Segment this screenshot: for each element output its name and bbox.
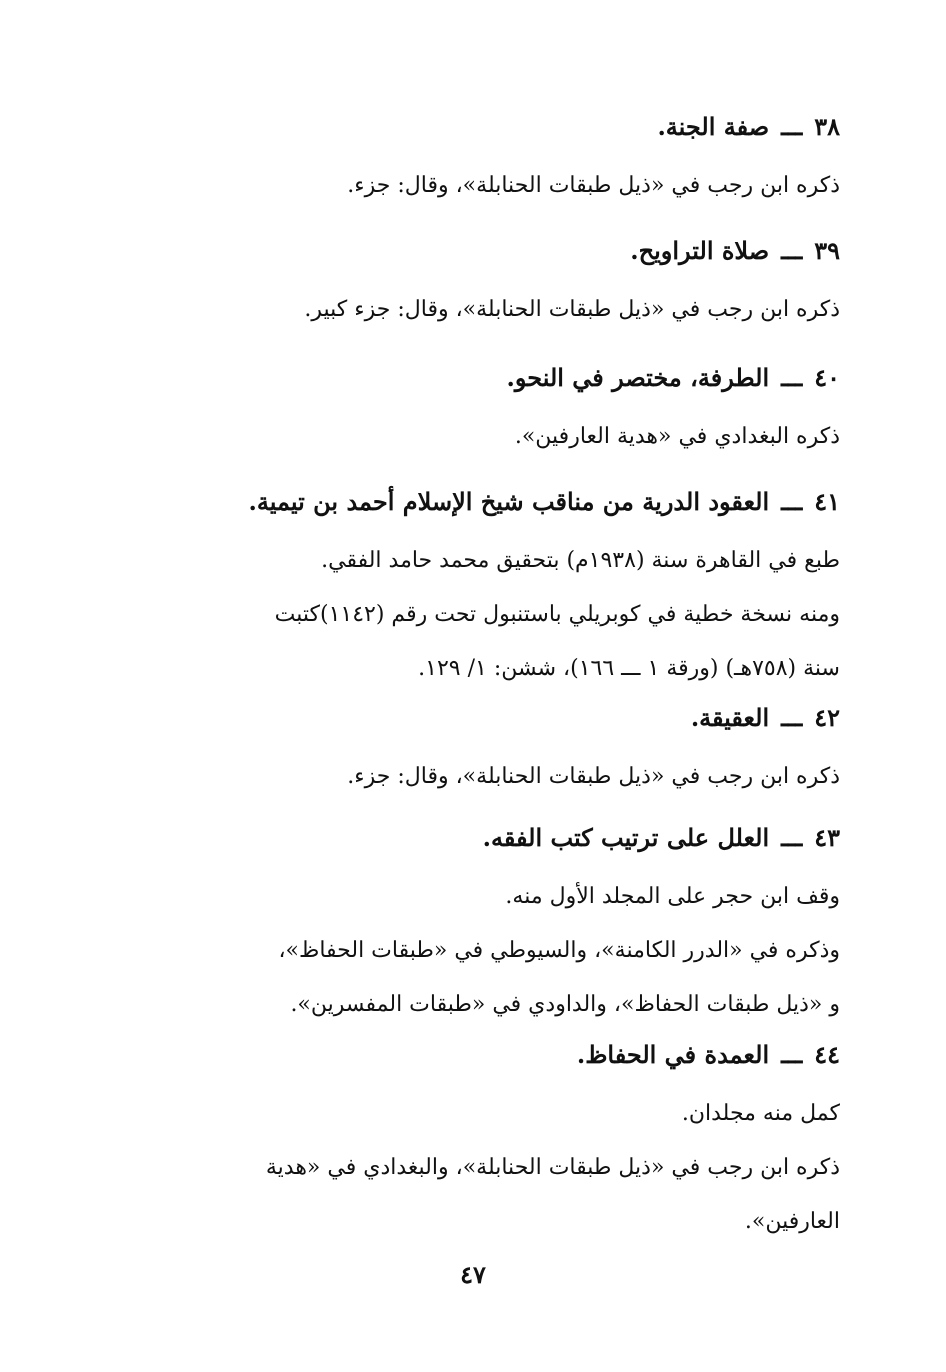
entry-38 xyxy=(140,95,840,213)
entry-number: ٤٠ xyxy=(814,363,840,392)
entry-line: و «ذيل طبقات الحفاظ»، والداودي في «طبقات المفسرين». xyxy=(290,992,840,1017)
entry-line: ومنه نسخة خطية في كوبريلي باستنبول تحت رقم (١١٤٢)كتبت xyxy=(274,602,840,627)
entry-39 xyxy=(140,219,840,337)
entry-dash: ـــ xyxy=(781,487,803,516)
entry-line: وذكره في «الدرر الكامنة»، والسيوطي في «طبقات الحفاظ»، xyxy=(278,938,840,963)
entry-heading xyxy=(140,219,840,283)
entry-title: صفة الجنة. xyxy=(657,112,770,141)
entry-heading xyxy=(140,806,840,870)
entry-line: طبع في القاهرة سنة (١٩٣٨م) بتحقيق محمد حامد الفقي. xyxy=(321,548,840,573)
entry-dash: ـــ xyxy=(781,363,803,392)
entry-44 xyxy=(140,1023,840,1249)
entry-line: ذكره ابن رجب في «ذيل طبقات الحنابلة»، وقال: جزء. xyxy=(347,764,840,789)
entry-number: ٣٨ xyxy=(814,112,840,141)
entry-line: سنة (٧٥٨هـ) (ورقة ١ ـــ ١٦٦)، ششن: ١/ ١٢٩. xyxy=(418,656,840,681)
entry-number: ٤٤ xyxy=(814,1040,840,1069)
entry-43 xyxy=(140,806,840,1032)
entry-line: وقف ابن حجر على المجلد الأول منه. xyxy=(505,884,840,909)
entry-title: العلل على ترتيب كتب الفقه. xyxy=(482,823,770,852)
entry-number: ٣٩ xyxy=(814,236,840,265)
entry-heading xyxy=(140,470,840,534)
entry-line: ذكره ابن رجب في «ذيل طبقات الحنابلة»، وقال: جزء. xyxy=(347,173,840,198)
entry-heading xyxy=(140,346,840,410)
entry-42 xyxy=(140,686,840,804)
entry-number: ٤١ xyxy=(814,487,840,516)
page-number: ٤٧ xyxy=(460,1260,486,1289)
entry-heading xyxy=(140,95,840,159)
entry-41 xyxy=(140,470,840,696)
entry-dash: ـــ xyxy=(781,823,803,852)
entry-line: ذكره ابن رجب في «ذيل طبقات الحنابلة»، وقال: جزء كبير. xyxy=(304,297,840,322)
entry-title: العقود الدرية من مناقب شيخ الإسلام أحمد بن تيمية. xyxy=(248,487,770,516)
entry-number: ٤٣ xyxy=(814,823,840,852)
entry-40 xyxy=(140,346,840,464)
entry-dash: ـــ xyxy=(781,236,803,265)
entry-dash: ـــ xyxy=(781,112,803,141)
entry-number: ٤٢ xyxy=(814,703,840,732)
entry-line: العارفين». xyxy=(744,1209,840,1234)
entry-title: صلاة التراويح. xyxy=(630,236,770,265)
entry-title: العمدة في الحفاظ. xyxy=(576,1040,770,1069)
entry-title: الطرفة، مختصر في النحو. xyxy=(506,363,770,392)
entry-line: ذكره البغدادي في «هدية العارفين». xyxy=(514,424,840,449)
entry-title: العقيقة. xyxy=(690,703,770,732)
entry-line: كمل منه مجلدان. xyxy=(681,1101,840,1126)
entry-dash: ـــ xyxy=(781,703,803,732)
entry-dash: ـــ xyxy=(781,1040,803,1069)
entry-heading xyxy=(140,1023,840,1087)
entry-heading xyxy=(140,686,840,750)
entry-line: ذكره ابن رجب في «ذيل طبقات الحنابلة»، والبغدادي في «هدية xyxy=(265,1155,840,1180)
